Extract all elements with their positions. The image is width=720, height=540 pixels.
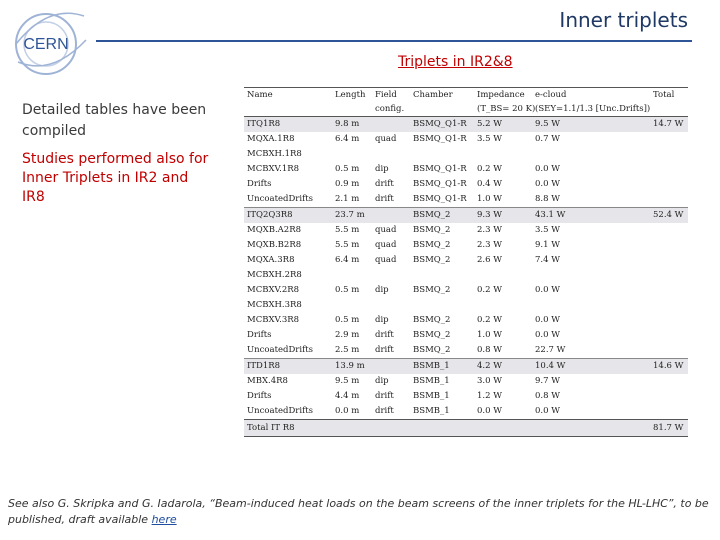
table-cell: BSMQ_2 <box>413 255 451 265</box>
table-cell <box>650 283 688 298</box>
table-cell: 4.2 W <box>474 359 532 375</box>
table-cell: 9.1 W <box>535 240 560 250</box>
table-cell <box>372 147 410 162</box>
heat-load-table <box>244 87 688 445</box>
table-cell <box>474 420 532 437</box>
table-cell: drift <box>375 330 394 340</box>
table-cell: drift <box>375 391 394 401</box>
table-cell: MCBXH.3R8 <box>247 300 302 310</box>
tables-note: Detailed tables have been compiled <box>22 102 207 139</box>
table-cell <box>650 253 688 268</box>
table-cell: 22.7 W <box>535 345 566 355</box>
table-cell <box>532 147 650 162</box>
table-cell: 5.5 m <box>335 225 360 235</box>
table-cell: 0.2 W <box>477 164 502 174</box>
table-cell <box>410 420 474 437</box>
column-header: Chamber <box>410 88 474 103</box>
column-header: Name <box>244 88 332 103</box>
table-cell: BSMQ_Q1-R <box>413 134 467 144</box>
table-cell: 0.9 m <box>335 179 360 189</box>
table-cell: 0.0 m <box>335 406 360 416</box>
table-cell: 9.7 W <box>535 376 560 386</box>
table-cell: drift <box>375 194 394 204</box>
table-cell: 3.0 W <box>477 376 502 386</box>
table-cell: 9.5 W <box>532 117 650 133</box>
draft-link[interactable]: here <box>151 513 177 526</box>
table-cell <box>650 132 688 147</box>
table-cell: Drifts <box>247 391 272 401</box>
table-cell: 0.0 W <box>535 315 560 325</box>
table-cell: ITQ2Q3R8 <box>244 208 332 224</box>
table-cell: 2.6 W <box>477 255 502 265</box>
table-cell: BSMB_1 <box>413 406 450 416</box>
table-cell: 2.1 m <box>335 194 360 204</box>
table-row <box>244 147 688 162</box>
table-cell: BSMQ_2 <box>413 315 451 325</box>
table-cell <box>650 313 688 328</box>
table-cell: 43.1 W <box>532 208 650 224</box>
table-cell: BSMQ_Q1-R <box>410 117 474 133</box>
table-cell: quad <box>375 134 397 144</box>
table-cell <box>650 162 688 177</box>
table-cell <box>332 268 372 283</box>
table-cell: BSMB_1 <box>413 391 450 401</box>
table-cell: Drifts <box>247 179 272 189</box>
table-row <box>244 253 688 268</box>
table-cell: 5.5 m <box>335 240 360 250</box>
table-cell: 0.0 W <box>477 406 502 416</box>
table-row <box>244 162 688 177</box>
table-cell: 14.6 W <box>650 359 688 375</box>
table-cell: quad <box>375 225 397 235</box>
table-cell <box>650 343 688 359</box>
column-header: Total <box>650 88 688 103</box>
table-cell: 1.0 W <box>477 330 502 340</box>
table-cell: ITQ1R8 <box>244 117 332 133</box>
table-cell: dip <box>375 376 389 386</box>
table-cell: 0.0 W <box>535 164 560 174</box>
table-cell <box>410 147 474 162</box>
table-cell: 9.5 m <box>335 376 360 386</box>
table-cell: 13.9 m <box>332 359 372 375</box>
table-cell: 1.0 W <box>477 194 502 204</box>
column-header <box>244 102 332 117</box>
table-cell: BSMQ_2 <box>413 225 451 235</box>
table-row <box>244 223 688 238</box>
table-row <box>244 343 688 359</box>
table-cell: 0.2 W <box>477 285 502 295</box>
table-cell: quad <box>375 255 397 265</box>
table-cell: 81.7 W <box>650 420 688 437</box>
table-row <box>244 404 688 420</box>
table-cell: UncoatedDrifts <box>247 345 313 355</box>
table-cell: dip <box>375 285 389 295</box>
table-cell: 8.8 W <box>535 194 560 204</box>
table-cell: 2.3 W <box>477 240 502 250</box>
table-cell: 1.2 W <box>477 391 502 401</box>
table-row <box>244 328 688 343</box>
table-cell: 14.7 W <box>650 117 688 133</box>
table-cell <box>650 298 688 313</box>
table-cell: ITD1R8 <box>244 359 332 375</box>
table-cell: BSMQ_2 <box>413 345 451 355</box>
table-cell: 2.9 m <box>335 330 360 340</box>
table-cell <box>650 404 688 420</box>
column-header: Impedance <box>474 88 532 103</box>
table-cell <box>332 298 372 313</box>
table-cell <box>474 268 532 283</box>
table-cell: BSMQ_2 <box>410 208 474 224</box>
column-header: config. <box>372 102 410 117</box>
table-cell: Total IT R8 <box>244 420 332 437</box>
table-cell <box>650 238 688 253</box>
group-row <box>244 208 688 224</box>
table-cell: 0.0 W <box>535 406 560 416</box>
table-cell: MQXA.1R8 <box>247 134 295 144</box>
table-cell: 0.5 m <box>335 164 360 174</box>
table-cell: UncoatedDrifts <box>247 194 313 204</box>
studies-note: Studies performed also for Inner Triplets in IR2 and IR8 <box>22 151 209 205</box>
column-header: e-cloud <box>532 88 650 103</box>
table-cell: BSMQ_Q1-R <box>413 179 467 189</box>
table-cell: MCBXH.1R8 <box>247 149 302 159</box>
slide-title: Inner triplets <box>559 8 688 32</box>
table-cell <box>372 359 410 375</box>
table-cell: 0.8 W <box>477 345 502 355</box>
column-header: Field <box>372 88 410 103</box>
table-cell: 7.4 W <box>535 255 560 265</box>
table-cell: MCBXV.2R8 <box>247 285 300 295</box>
table-cell <box>372 298 410 313</box>
table-cell: BSMQ_2 <box>413 285 451 295</box>
table-cell: 2.3 W <box>477 225 502 235</box>
table-cell <box>372 208 410 224</box>
table-cell: BSMB_1 <box>410 359 474 375</box>
table-cell: 0.2 W <box>477 315 502 325</box>
table-cell <box>650 268 688 283</box>
table-cell: 0.5 m <box>335 285 360 295</box>
table-cell <box>650 147 688 162</box>
table-cell <box>372 117 410 133</box>
table-cell: drift <box>375 406 394 416</box>
reference-footnote <box>8 496 714 528</box>
column-header <box>650 102 688 117</box>
table-cell: dip <box>375 315 389 325</box>
table-cell <box>650 192 688 208</box>
table-cell <box>650 177 688 192</box>
table-cell <box>332 147 372 162</box>
section-subtitle: Triplets in IR2&8 <box>398 54 513 70</box>
table-cell: MCBXH.2R8 <box>247 270 302 280</box>
table-cell: 9.3 W <box>474 208 532 224</box>
table-cell <box>532 268 650 283</box>
table-cell: 10.4 W <box>532 359 650 375</box>
table-cell: quad <box>375 240 397 250</box>
group-row <box>244 359 688 375</box>
table-cell <box>650 389 688 404</box>
table-cell <box>372 420 410 437</box>
table-cell <box>332 420 372 437</box>
total-row <box>244 420 688 437</box>
group-row <box>244 117 688 133</box>
table-cell: 6.4 m <box>335 134 360 144</box>
table-cell: 2.5 m <box>335 345 360 355</box>
table-row <box>244 177 688 192</box>
table-row <box>244 283 688 298</box>
table-cell: BSMQ_2 <box>413 330 451 340</box>
table-cell: 0.0 W <box>535 285 560 295</box>
table-cell: drift <box>375 345 394 355</box>
header-row <box>244 88 688 103</box>
column-header <box>332 102 372 117</box>
title-divider <box>96 40 692 42</box>
footnote-text: See also G. Skripka and G. Iadarola, “Beam-induced heat loads on the beam screens of the inner triplets for the HL-LHC”, to be published, draft available <box>8 497 709 526</box>
table-cell: 3.5 W <box>477 134 502 144</box>
column-header: (SEY=1.1/1.3 [Unc.Drifts]) <box>532 102 650 117</box>
table-cell: MCBXV.1R8 <box>247 164 300 174</box>
column-header <box>410 102 474 117</box>
table-cell: MQXB.A2R8 <box>247 225 302 235</box>
table-row <box>244 238 688 253</box>
table-cell <box>532 298 650 313</box>
header-row <box>244 102 688 117</box>
table-cell: 23.7 m <box>332 208 372 224</box>
table-cell <box>650 223 688 238</box>
table-cell: MQXB.B2R8 <box>247 240 302 250</box>
table-cell: 9.8 m <box>332 117 372 133</box>
table-cell: MQXA.3R8 <box>247 255 295 265</box>
table-cell: 3.5 W <box>535 225 560 235</box>
table-cell <box>372 268 410 283</box>
table-cell: 0.8 W <box>535 391 560 401</box>
table-cell: 6.4 m <box>335 255 360 265</box>
table-cell: MBX.4R8 <box>247 376 288 386</box>
table-cell: BSMQ_Q1-R <box>413 194 467 204</box>
table-cell: BSMB_1 <box>413 376 450 386</box>
table-cell: 0.0 W <box>535 179 560 189</box>
table-cell <box>650 374 688 389</box>
column-header: Length <box>332 88 372 103</box>
table-cell: dip <box>375 164 389 174</box>
table-cell: 0.7 W <box>535 134 560 144</box>
table-cell <box>410 298 474 313</box>
table-row <box>244 268 688 283</box>
table-cell: 4.4 m <box>335 391 360 401</box>
table-cell: 0.0 W <box>535 330 560 340</box>
table-cell: BSMQ_Q1-R <box>413 164 467 174</box>
table-cell <box>410 268 474 283</box>
column-header: (T_BS= 20 K) <box>474 102 532 117</box>
table-row <box>244 389 688 404</box>
table-cell: MCBXV.3R8 <box>247 315 300 325</box>
table-cell: 0.5 m <box>335 315 360 325</box>
table-cell: 52.4 W <box>650 208 688 224</box>
table-row <box>244 374 688 389</box>
table-row <box>244 132 688 147</box>
table-cell <box>474 147 532 162</box>
table-row <box>244 313 688 328</box>
table-cell <box>474 298 532 313</box>
table-cell: UncoatedDrifts <box>247 406 313 416</box>
table-row <box>244 192 688 208</box>
table-cell: Drifts <box>247 330 272 340</box>
table-cell: drift <box>375 179 394 189</box>
table-row <box>244 298 688 313</box>
logo-text: CERN <box>23 36 69 53</box>
table-cell: 0.4 W <box>477 179 502 189</box>
table-cell <box>650 328 688 343</box>
table-cell: BSMQ_2 <box>413 240 451 250</box>
table-cell <box>532 420 650 437</box>
table-cell: 5.2 W <box>474 117 532 133</box>
cern-logo <box>8 6 92 90</box>
